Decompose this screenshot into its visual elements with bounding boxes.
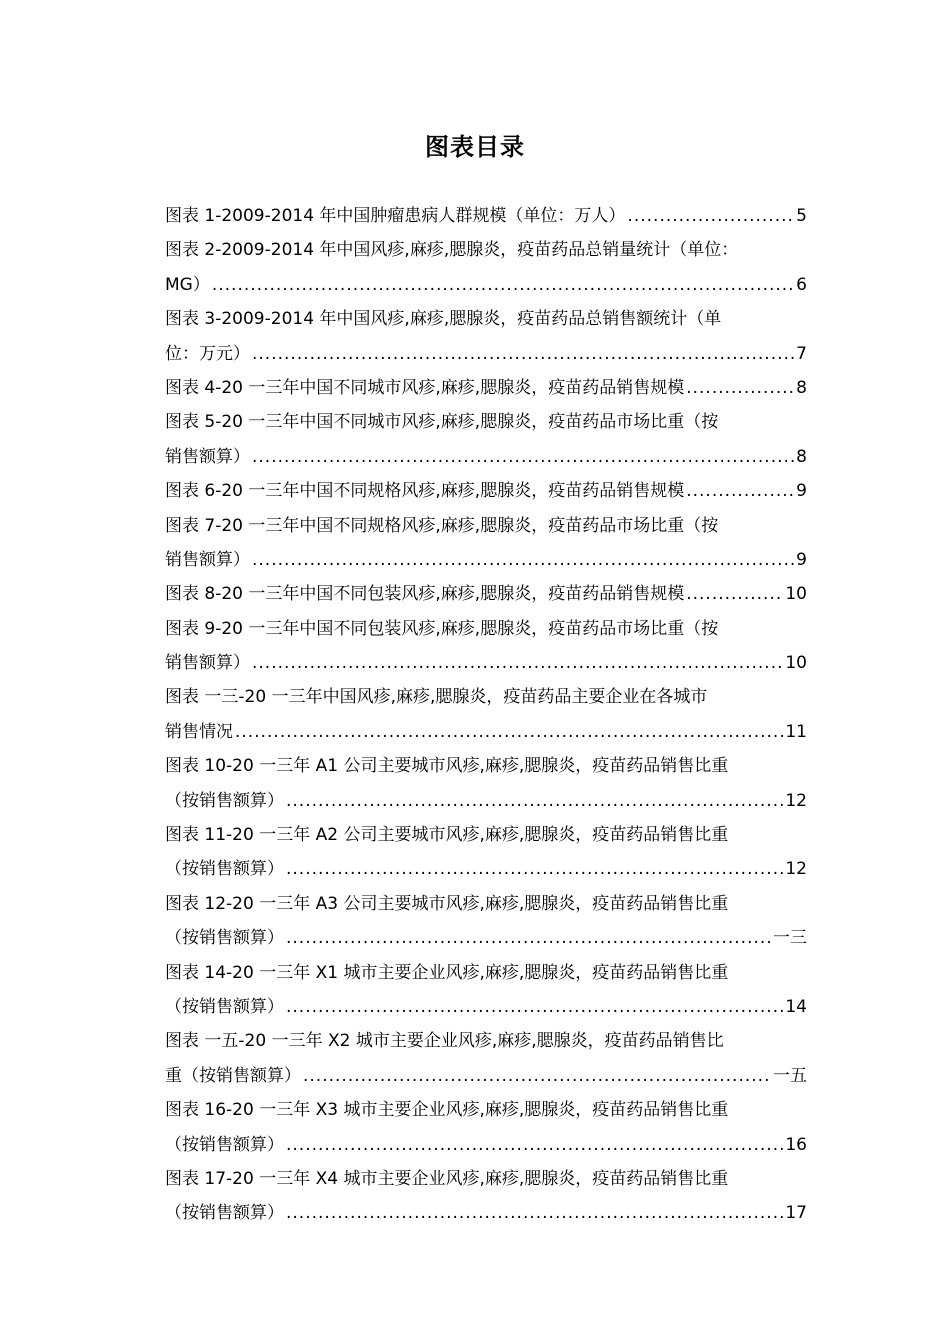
toc-page-number: 12	[785, 790, 807, 811]
toc-entry[interactable]	[165, 1024, 807, 1093]
dot-leader	[627, 199, 794, 233]
toc-page-number: 16	[785, 1134, 807, 1155]
toc-entry[interactable]	[165, 302, 807, 371]
toc-entry[interactable]	[165, 1162, 807, 1231]
toc-entry-title: 图表 2-2009-2014 年中国风疹,麻疹,腮腺炎，疫苗药品总销量统计（单位：	[165, 240, 739, 261]
toc-entry-title: MG）	[165, 274, 210, 295]
dot-leader	[686, 474, 794, 508]
toc-entry-title: 销售情况	[165, 721, 233, 742]
toc-entry-title: （按销售额算）	[165, 1134, 284, 1155]
toc-entry-title: 图表 12-20 一三年 A3 公司主要城市风疹,麻疹,腮腺炎，疫苗药品销售比重	[165, 893, 729, 914]
toc-entry-title: 图表 10-20 一三年 A1 公司主要城市风疹,麻疹,腮腺炎，疫苗药品销售比重	[165, 756, 729, 777]
toc-entry-title: （按销售额算）	[165, 928, 284, 949]
toc-page-number: 9	[796, 549, 807, 570]
dot-leader	[286, 1128, 783, 1162]
toc-entry-title: 图表 6-20 一三年中国不同规格风疹,麻疹,腮腺炎，疫苗药品销售规模	[165, 481, 685, 502]
toc-line-with-page	[165, 268, 807, 302]
toc-entry-title: 图表 8-20 一三年中国不同包装风疹,麻疹,腮腺炎，疫苗药品销售规模	[165, 584, 685, 605]
toc-line-with-page	[165, 852, 807, 886]
dot-leader	[286, 852, 783, 886]
toc-page-number: 一三	[773, 928, 807, 949]
toc-page-number: 10	[785, 653, 807, 674]
toc-entry-title: 图表 11-20 一三年 A2 公司主要城市风疹,麻疹,腮腺炎，疫苗药品销售比重	[165, 825, 729, 846]
figure-list	[165, 199, 807, 1231]
dot-leader	[686, 371, 794, 405]
toc-page-number: 14	[785, 996, 807, 1017]
toc-line-with-page	[165, 199, 807, 233]
toc-page-number: 9	[796, 481, 807, 502]
toc-line-with-page	[165, 646, 807, 680]
toc-entry[interactable]	[165, 474, 807, 508]
toc-entry-title: （按销售额算）	[165, 996, 284, 1017]
dot-leader	[686, 577, 783, 611]
toc-entry-title: 位：万元）	[165, 343, 250, 364]
dot-leader	[286, 1196, 783, 1230]
toc-entry[interactable]	[165, 233, 807, 302]
dot-leader	[235, 715, 783, 749]
toc-line-with-page	[165, 543, 807, 577]
toc-entry[interactable]	[165, 680, 807, 749]
toc-page-number: 6	[796, 274, 807, 295]
toc-entry[interactable]	[165, 1093, 807, 1162]
dot-leader	[286, 921, 771, 955]
toc-entry-title: 图表 3-2009-2014 年中国风疹,麻疹,腮腺炎，疫苗药品总销售额统计（单	[165, 309, 722, 330]
toc-entry-title: （按销售额算）	[165, 859, 284, 880]
toc-page-number: 8	[796, 377, 807, 398]
toc-entry-title: 图表 16-20 一三年 X3 城市主要企业风疹,麻疹,腮腺炎，疫苗药品销售比重	[165, 1100, 729, 1121]
toc-entry-title: （按销售额算）	[165, 790, 284, 811]
toc-entry[interactable]	[165, 509, 807, 578]
dot-leader	[252, 337, 794, 371]
toc-entry[interactable]	[165, 371, 807, 405]
toc-page-number: 8	[796, 446, 807, 467]
toc-line-with-page	[165, 784, 807, 818]
dot-leader	[252, 440, 794, 474]
toc-line-with-page	[165, 577, 807, 611]
toc-line-with-page	[165, 440, 807, 474]
toc-entry-title: 图表 4-20 一三年中国不同城市风疹,麻疹,腮腺炎，疫苗药品销售规模	[165, 377, 685, 398]
toc-entry-title: 重（按销售额算）	[165, 1065, 301, 1086]
toc-page-number: 一五	[773, 1065, 807, 1086]
toc-page-number: 11	[785, 721, 807, 742]
toc-entry-title: 图表 14-20 一三年 X1 城市主要企业风疹,麻疹,腮腺炎，疫苗药品销售比重	[165, 962, 729, 983]
toc-page-number: 5	[796, 206, 807, 226]
toc-entry[interactable]	[165, 405, 807, 474]
toc-line-with-page	[165, 474, 807, 508]
toc-page-number: 10	[785, 584, 807, 605]
toc-page-number: 7	[796, 343, 807, 364]
toc-line-with-page	[165, 921, 807, 955]
toc-line-with-page	[165, 990, 807, 1024]
toc-entry[interactable]	[165, 612, 807, 681]
toc-entry[interactable]	[165, 956, 807, 1025]
dot-leader	[303, 1059, 771, 1093]
toc-entry-title: 图表 7-20 一三年中国不同规格风疹,麻疹,腮腺炎，疫苗药品市场比重（按	[165, 515, 719, 536]
toc-page-number: 17	[785, 1203, 807, 1224]
toc-entry[interactable]	[165, 749, 807, 818]
toc-entry-title: 图表 一五-20 一三年 X2 城市主要企业风疹,麻疹,腮腺炎，疫苗药品销售比	[165, 1031, 724, 1052]
toc-line-with-page	[165, 1196, 807, 1230]
toc-line-with-page	[165, 337, 807, 371]
dot-leader	[212, 268, 794, 302]
toc-entry-title: 销售额算）	[165, 653, 250, 674]
toc-entry-title: （按销售额算）	[165, 1203, 284, 1224]
toc-entry[interactable]	[165, 818, 807, 887]
toc-entry-title: 图表 1-2009-2014 年中国肿瘤患病人群规模（单位：万人）	[165, 206, 626, 226]
page-title: 图表目录	[425, 133, 525, 161]
dot-leader	[252, 646, 783, 680]
toc-entry[interactable]	[165, 577, 807, 611]
toc-line-with-page	[165, 1128, 807, 1162]
toc-entry[interactable]	[165, 887, 807, 956]
toc-entry-title: 销售额算）	[165, 446, 250, 467]
toc-entry-title: 图表 9-20 一三年中国不同包装风疹,麻疹,腮腺炎，疫苗药品市场比重（按	[165, 618, 719, 639]
toc-line-with-page	[165, 1059, 807, 1093]
toc-entry-title: 销售额算）	[165, 549, 250, 570]
toc-entry[interactable]	[165, 199, 807, 233]
dot-leader	[252, 543, 794, 577]
toc-entry-title: 图表 一三-20 一三年中国风疹,麻疹,腮腺炎，疫苗药品主要企业在各城市	[165, 687, 708, 708]
toc-entry-title: 图表 5-20 一三年中国不同城市风疹,麻疹,腮腺炎，疫苗药品市场比重（按	[165, 412, 719, 433]
toc-line-with-page	[165, 715, 807, 749]
dot-leader	[286, 784, 783, 818]
toc-page-number: 12	[785, 859, 807, 880]
dot-leader	[286, 990, 783, 1024]
toc-line-with-page	[165, 371, 807, 405]
toc-entry-title: 图表 17-20 一三年 X4 城市主要企业风疹,麻疹,腮腺炎，疫苗药品销售比重	[165, 1168, 729, 1189]
